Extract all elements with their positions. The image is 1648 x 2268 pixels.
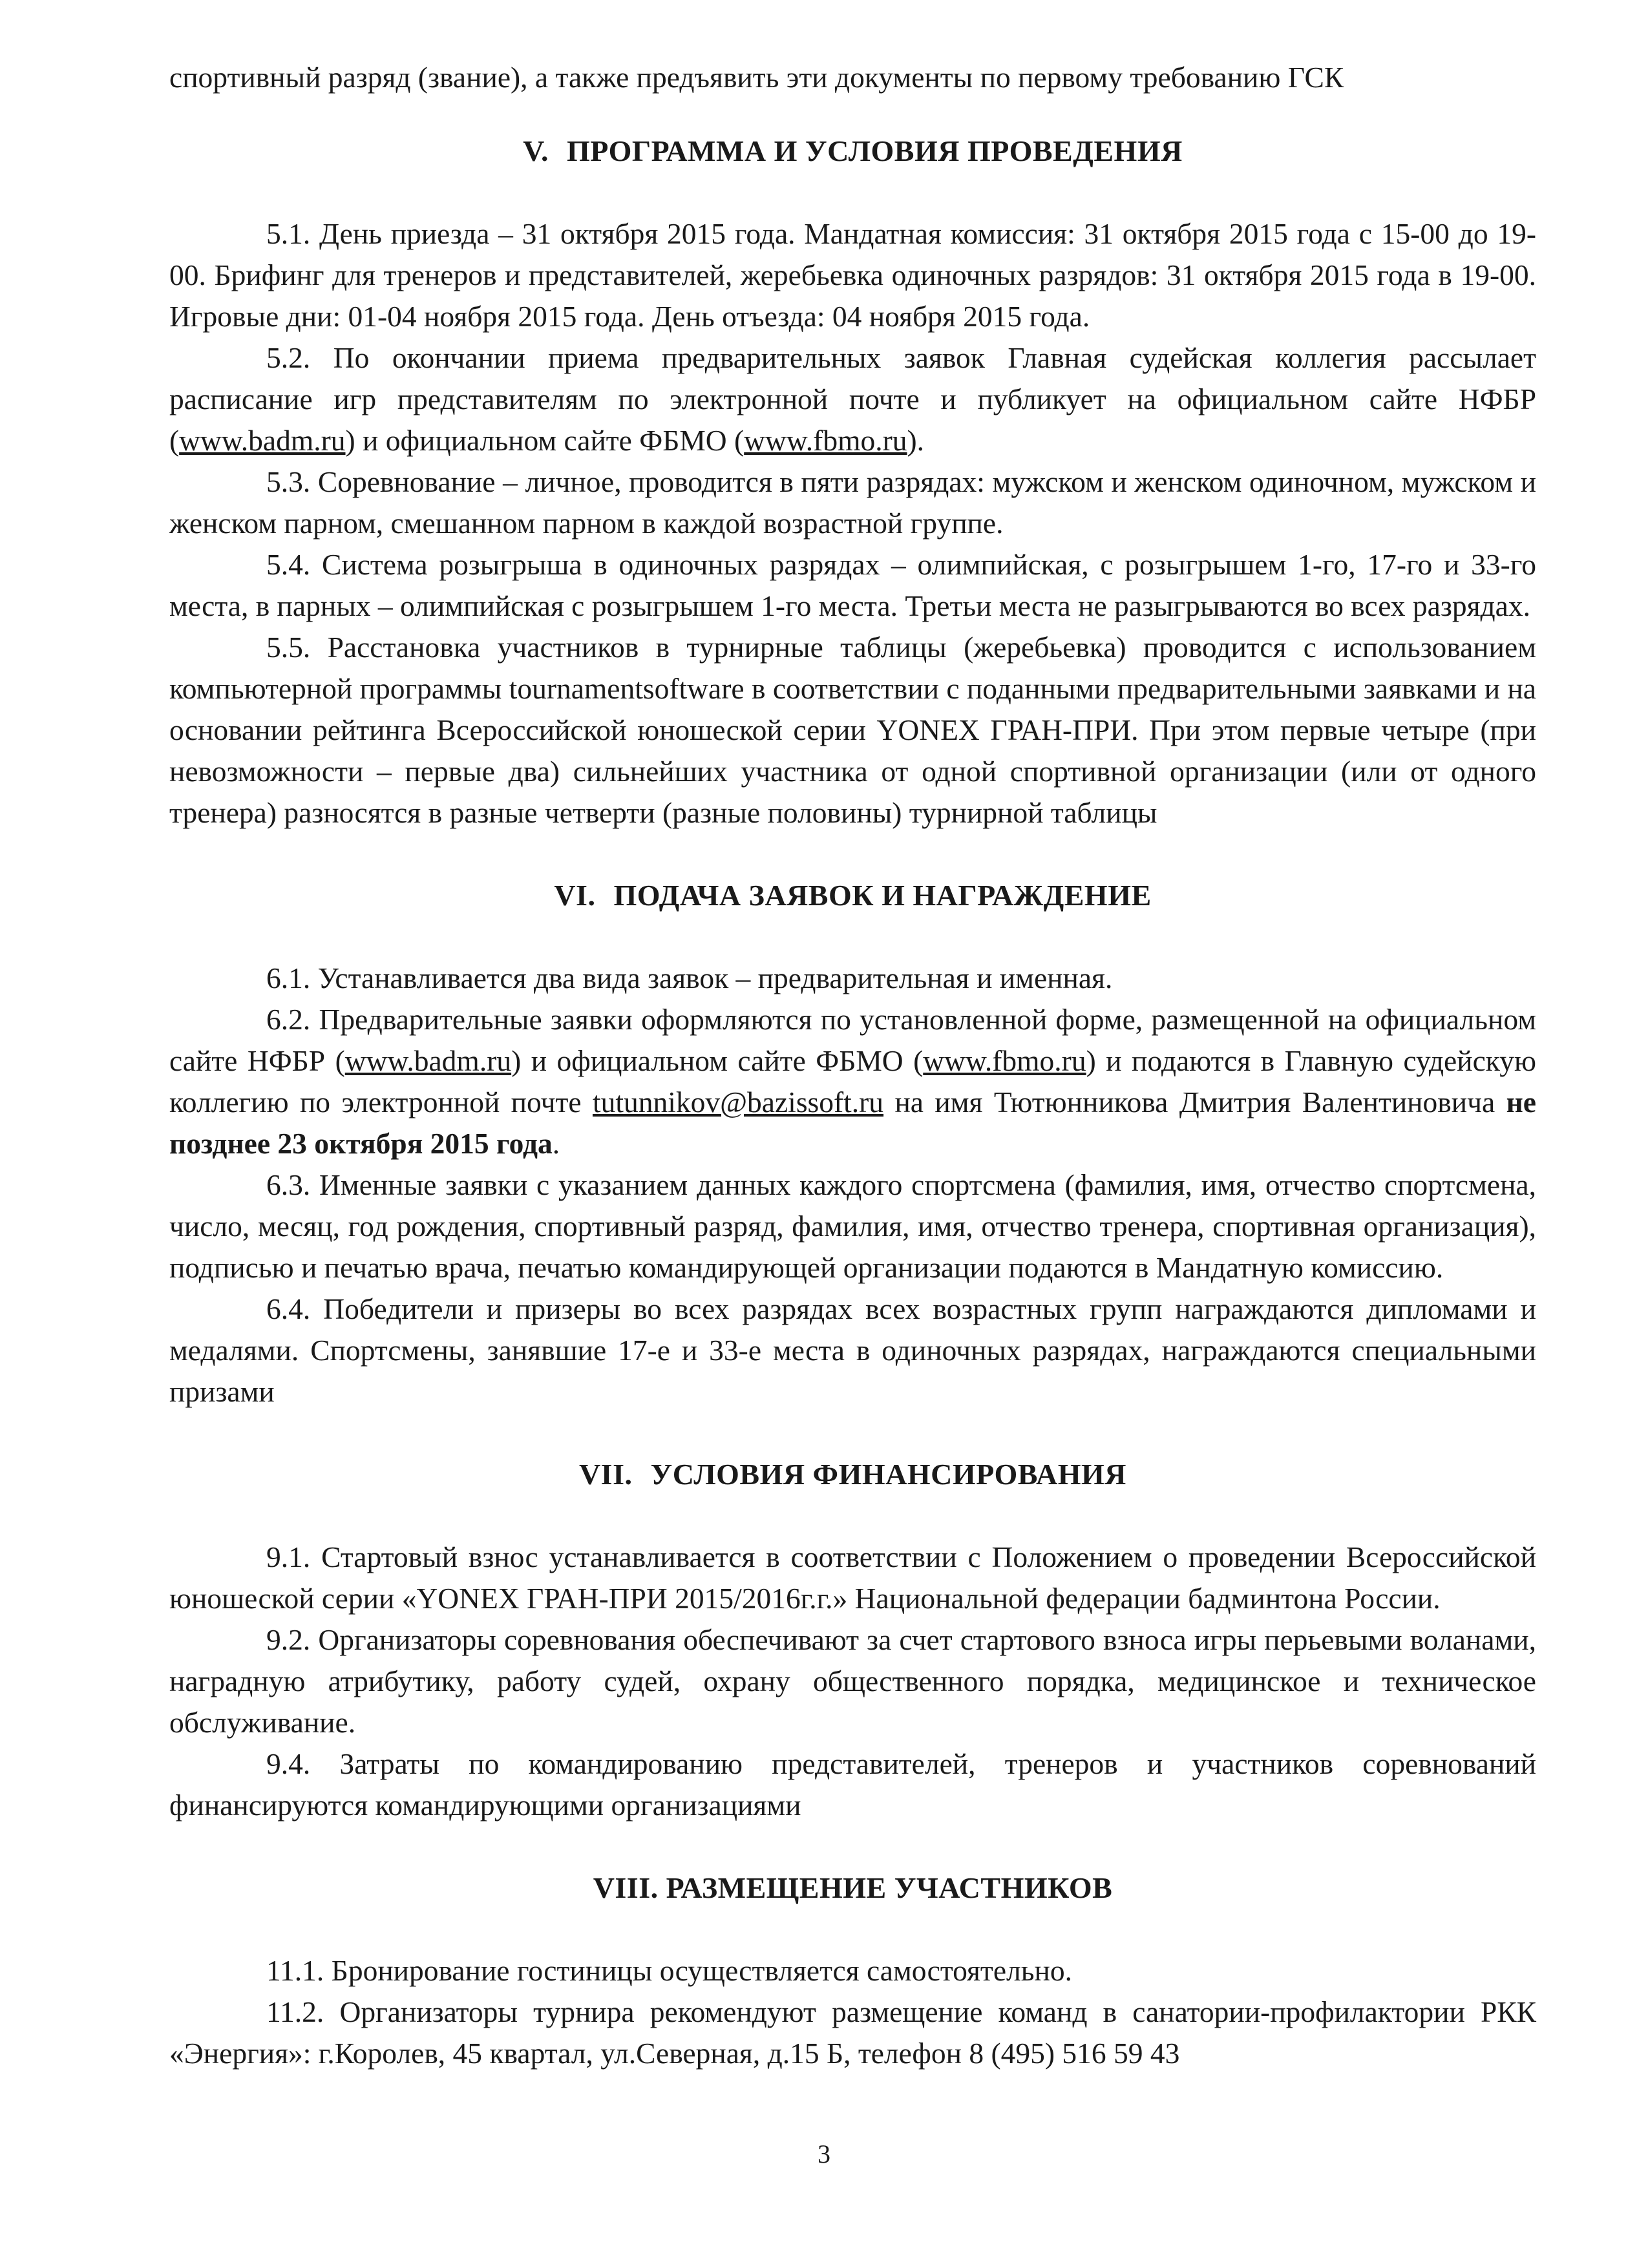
paragraph-6-1: 6.1. Устанавливается два вида заявок – предварительная и именная. [266, 961, 1113, 994]
section-6-number: VI. [554, 879, 596, 912]
section-7-number: VII. [578, 1458, 633, 1491]
paragraph-6-2: 6.2. Предварительные заявки оформляются по установленной форме, размещенной на официальном сайте НФБР (www.badm.ru) и официальном сайте ФБМО (www.fbmo.ru) и подаются в Главную судейскую коллегию по электронной почте tutunnikov@bazissoft.ru на имя Тютюнникова Дмитрия Валентиновича не позднее 23 октября 2015 года. [169, 1003, 1537, 1160]
paragraph-9-1: 9.1. Стартовый взнос устанавливается в соответствии с Положением о проведении Всероссийской юношеской серии «YONEX ГРАН-ПРИ 2015/2016г.г.» Национальной федерации бадминтона России. [169, 1540, 1536, 1615]
section-6-title: ПОДАЧА ЗАЯВОК И НАГРАЖДЕНИЕ [613, 879, 1152, 912]
paragraph-11-2: 11.2. Организаторы турнира рекомендуют размещение команд в санатории-профилактории РКК «Энергия»: г.Королев, 45 квартал, ул.Северная, д.15 Б, телефон 8 (495) 516 59 43 [169, 1995, 1536, 2070]
paragraph-6-4: 6.4. Победители и призеры во всех разрядах всех возрастных групп награждаются дипломами и медалями. Спортсмены, занявшие 17-е и 33-е места в одиночных разрядах, награждаются специальными призами [169, 1292, 1536, 1408]
link-fbmo[interactable]: www.fbmo.ru [923, 1044, 1086, 1077]
section-8-heading: VIII. РАЗМЕЩЕНИЕ УЧАСТНИКОВ [593, 1871, 1113, 1904]
section-6-heading [169, 875, 1536, 916]
paragraph-5-1: 5.1. День приезда – 31 октября 2015 года. Мандатная комиссия: 31 октября 2015 года с 15-00 до 19-00. Брифинг для тренеров и представителей, жеребьевка одиночных разрядов: 31 октября 2015 года в 19-00. Игровые дни: 01-04 ноября 2015 года. День отъезда: 04 ноября 2015 года. [169, 217, 1536, 333]
section-7-heading [169, 1454, 1536, 1495]
paragraph-5-3: 5.3. Соревнование – личное, проводится в пяти разрядах: мужском и женском одиночном, мужском и женском парном, смешанном парном в каждой возрастной группе. [169, 465, 1536, 540]
intro-paragraph: спортивный разряд (звание), а также предъявить эти документы по первому требованию ГСК [169, 61, 1344, 94]
paragraph-9-4: 9.4. Затраты по командированию представителей, тренеров и участников соревнований финансируются командирующими организациями [169, 1747, 1536, 1822]
link-badm[interactable]: www.badm.ru [179, 424, 346, 457]
section-7-title: УСЛОВИЯ ФИНАНСИРОВАНИЯ [650, 1458, 1127, 1491]
paragraph-6-3: 6.3. Именные заявки с указанием данных каждого спортсмена (фамилия, имя, отчество спортсмена, число, месяц, год рождения, спортивный разряд, фамилия, имя, отчество тренера, спортивная организация), подписью и печатью врача, печатью командирующей организации подаются в Мандатную комиссию. [169, 1168, 1536, 1284]
page-number: 3 [818, 2139, 830, 2168]
paragraph-11-1: 11.1. Бронирование гостиницы осуществляется самостоятельно. [266, 1954, 1072, 1987]
link-badm[interactable]: www.badm.ru [344, 1044, 512, 1077]
document-page [169, 57, 1536, 2074]
paragraph-5-5: 5.5. Расстановка участников в турнирные таблицы (жеребьевка) проводится с использованием компьютерной программы tournamentsoftware в соответствии с поданными предварительными заявками и на основании рейтинга Всероссийской юношеской серии YONEX ГРАН-ПРИ. При этом первые четыре (при невозможности – первые два) сильнейших участника от одной спортивной организации (или от одного тренера) разносятся в разные четверти (разные половины) турнирной таблицы [169, 631, 1536, 829]
email-link[interactable]: tutunnikov@bazissoft.ru [592, 1086, 884, 1118]
section-5-title: ПРОГРАММА И УСЛОВИЯ ПРОВЕДЕНИЯ [566, 134, 1183, 167]
section-5-heading [169, 131, 1536, 172]
paragraph-5-2: 5.2. По окончании приема предварительных заявок Главная судейская коллегия рассылает расписание игр представителям по электронной почте и публикует на официальном сайте НФБР (www.badm.ru) и официальном сайте ФБМО (www.fbmo.ru). [169, 341, 1536, 457]
deadline-text: не позднее 23 октября 2015 года [169, 1086, 1537, 1160]
section-5-number: V. [523, 134, 549, 167]
link-fbmo[interactable]: www.fbmo.ru [744, 424, 907, 457]
paragraph-5-4: 5.4. Система розыгрыша в одиночных разрядах – олимпийская, с розыгрышем 1-го, 17-го и 33-го места, в парных – олимпийская с розыгрышем 1-го места. Третьи места не разыгрываются во всех разрядах. [169, 548, 1536, 622]
paragraph-9-2: 9.2. Организаторы соревнования обеспечивают за счет стартового взноса игры перьевыми воланами, наградную атрибутику, работу судей, охрану общественного порядка, медицинское и техническое обслуживание. [169, 1623, 1536, 1739]
